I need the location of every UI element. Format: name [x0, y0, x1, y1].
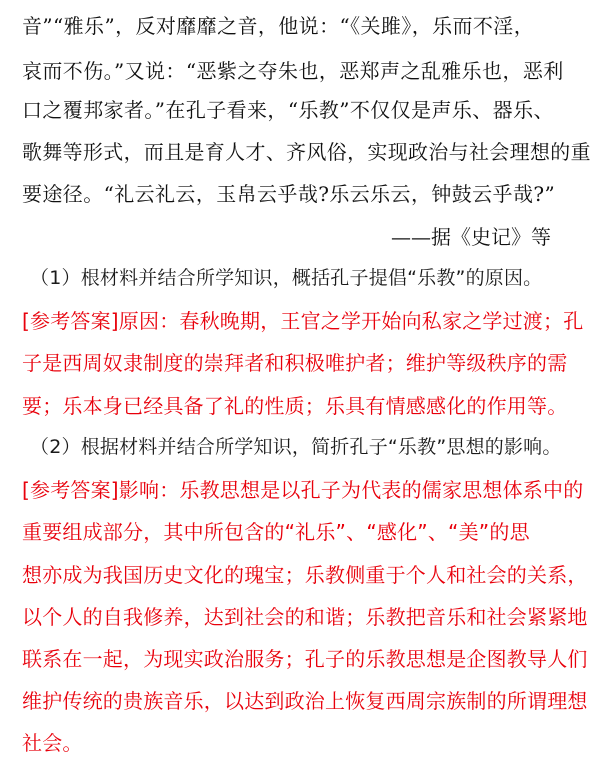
- source-text-line: 音”“雅乐”，反对靡靡之音，他说：“《关雎》，乐而不淫，: [22, 14, 535, 38]
- answer-1-line: 子是西周奴隶制度的崇拜者和积极唯护者；维护等级秩序的需: [22, 351, 568, 375]
- answer-2-line: 维护传统的贵族音乐，以达到政治上恢复西周宗族制的所谓理想: [22, 689, 588, 713]
- answer-1-line: [参考答案]原因：春秋晚期，王官之学开始向私家之学过渡；孔: [22, 309, 584, 333]
- answer-2-line: 想亦成为我国历史文化的瑰宝；乐教侧重于个人和社会的关系，: [22, 563, 588, 587]
- answer-2-line: 社会。: [22, 731, 83, 755]
- answer-2-line: 联系在一起，为现实政治服务；孔子的乐教思想是企图教导人们: [22, 647, 588, 671]
- question-2-text: （2）根据材料并结合所学知识，简折孔子“乐教”思想的影响。: [30, 436, 562, 458]
- source-text-line: 哀而不伤。”又说：“恶紫之夺朱也，恶郑声之乱雅乐也，恶利: [22, 59, 564, 83]
- answer-2-line: 以个人的自我修养，达到社会的和谐；乐教把音乐和社会紧紧地: [22, 605, 588, 629]
- question-1-text: （1）根材料并结合所学知识，概括孔子提倡“乐教”的原因。: [30, 267, 543, 289]
- source-text-line: 歌舞等形式，而且是育人才、齐风俗，实现政治与社会理想的重: [22, 140, 591, 164]
- source-text-line: 口之覆邦家者。”在孔子看来，“乐教”不仅仅是声乐、器乐、: [22, 98, 554, 122]
- source-text-line: 要途径。“礼云礼云，玉帛云乎哉?乐云乐云，钟鼓云乎哉?”: [22, 182, 556, 206]
- source-citation: ——据《史记》等: [391, 225, 551, 249]
- answer-1-line: 要；乐本身已经具备了礼的性质；乐具有情感感化的作用等。: [22, 394, 568, 418]
- answer-2-line: [参考答案]影响：乐教思想是以孔子为代表的儒家思想体系中的: [22, 478, 584, 502]
- answer-2-line: 重要组成部分，其中所包含的“礼乐”、“感化”、“美”的思: [22, 520, 530, 544]
